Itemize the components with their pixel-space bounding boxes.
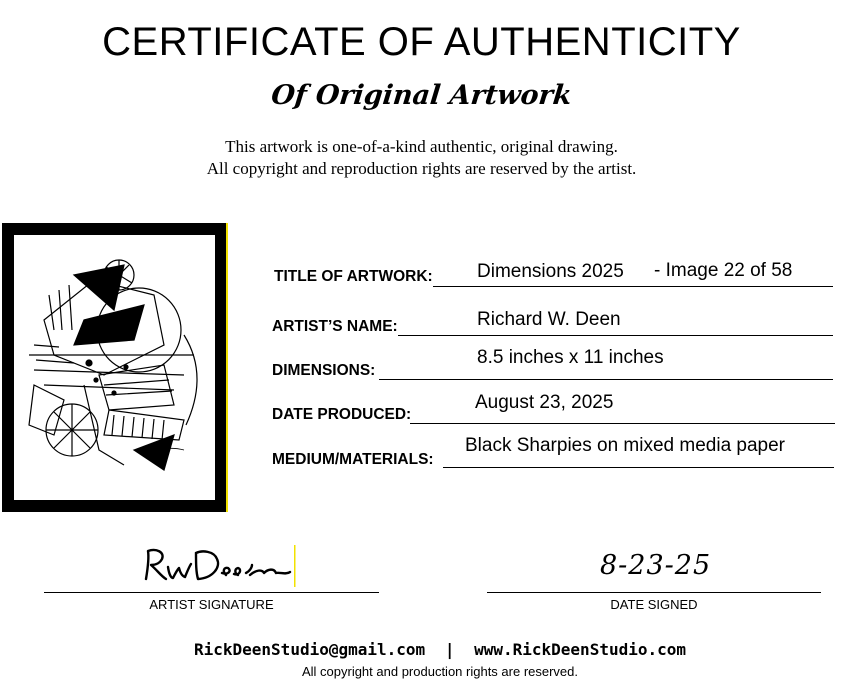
title-rule: [433, 286, 833, 287]
medium-value: Black Sharpies on mixed media paper: [465, 435, 786, 456]
title-label: TITLE OF ARTWORK:: [274, 268, 433, 285]
medium-rule: [443, 467, 834, 468]
certificate-title: CERTIFICATE OF AUTHENTICITY: [102, 20, 741, 64]
footer-note: All copyright and production rights are reserved.: [301, 664, 579, 679]
certificate-subtitle: Of Original Artwork: [269, 80, 574, 111]
intro-text: [0, 136, 843, 180]
title-suffix: - Image 22 of 58: [654, 260, 793, 281]
frame-edge-highlight: [226, 223, 228, 512]
artist-rule: [398, 335, 833, 336]
dimensions-label: DIMENSIONS:: [272, 362, 376, 379]
date-produced-rule: [410, 423, 835, 424]
intro-line-1: This artwork is one-of-a-kind authentic, original drawing.: [225, 137, 618, 156]
dimensions-rule: [379, 379, 833, 380]
footer-website[interactable]: www.RickDeenStudio.com: [474, 640, 687, 659]
title-value: Dimensions 2025: [477, 261, 624, 282]
artist-signature-image: [138, 545, 298, 587]
date-signed-value: 8-23-25: [600, 550, 712, 581]
artist-signature-caption: ARTIST SIGNATURE: [149, 597, 274, 612]
artwork-drawing: [14, 235, 215, 500]
medium-label: MEDIUM/MATERIALS:: [272, 451, 434, 468]
artist-label: ARTIST’S NAME:: [272, 318, 398, 335]
intro-line-2: All copyright and reproduction rights are reserved by the artist.: [206, 159, 637, 178]
artist-signature-line: [44, 592, 379, 593]
footer-separator: |: [444, 640, 455, 659]
date-produced-value: August 23, 2025: [475, 392, 614, 413]
artwork-mat: [14, 235, 215, 500]
dimensions-value: 8.5 inches x 11 inches: [477, 347, 664, 368]
artist-value: Richard W. Deen: [477, 309, 621, 330]
date-signed-line: [487, 592, 821, 593]
footer-email[interactable]: RickDeenStudio@gmail.com: [193, 640, 426, 659]
footer-contact: [0, 640, 851, 659]
date-produced-label: DATE PRODUCED:: [272, 406, 412, 423]
date-signed-caption: DATE SIGNED: [610, 597, 698, 612]
